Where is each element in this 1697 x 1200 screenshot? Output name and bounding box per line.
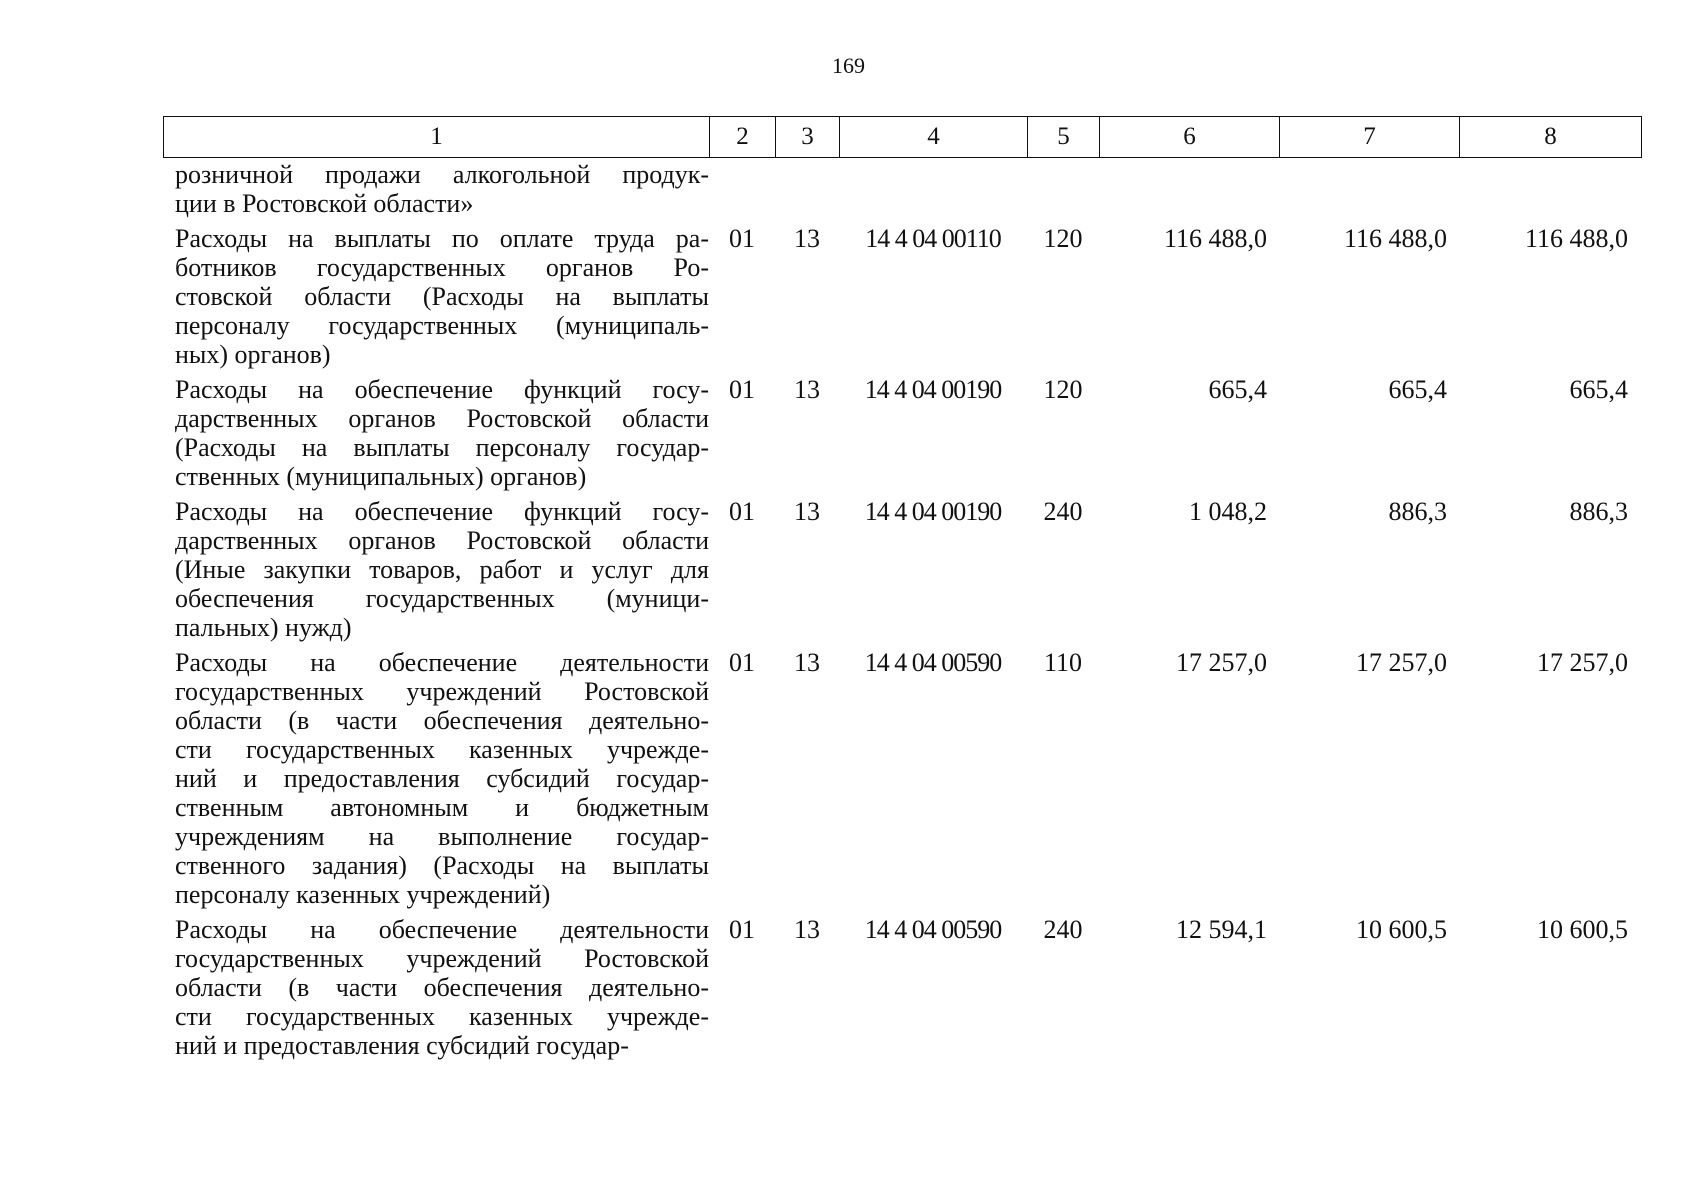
page-number: 169 [832,53,865,78]
expense-type-code: 240 [1043,915,1083,944]
header-cell-8: 8 [1460,117,1642,158]
table-row [163,915,1641,1060]
amount-year-2: 10 600,5 [1356,915,1447,944]
amount-year-1: 12 594,1 [1176,915,1267,944]
row-description: розничной продажи алкогольной продук- ции в Ростовской области» [175,160,709,218]
table-row [163,648,1641,909]
row-description: Расходы на обеспечение деятельности государственных учреждений Ростовской области (в части обеспечения деятельно- сти государственных казенных учрежде- ний и предоставления субсидий государ- [175,915,709,1060]
header-cell-1: 1 [164,117,710,158]
amount-year-3: 116 488,0 [1524,224,1628,253]
expense-type-code: 120 [1043,375,1083,404]
section-code: 01 [729,648,755,677]
header-cell-6: 6 [1100,117,1280,158]
subsection-code: 13 [794,915,820,944]
amount-year-3: 886,3 [1569,497,1628,526]
header-cell-7: 7 [1280,117,1460,158]
section-code: 01 [729,497,755,526]
row-description: Расходы на выплаты по оплате труда ра- ботников государственных органов Ро- стовской области (Расходы на выплаты персоналу государственных (муниципаль- ных) органов) [175,224,709,369]
amount-year-3: 665,4 [1569,375,1628,404]
section-code: 01 [729,224,755,253]
target-article-code: 14 4 04 00590 [864,648,1002,677]
subsection-code: 13 [794,375,820,404]
amount-year-1: 17 257,0 [1176,648,1267,677]
header-cell-4: 4 [840,117,1028,158]
subsection-code: 13 [794,497,820,526]
target-article-code: 14 4 04 00110 [865,224,1001,253]
subsection-code: 13 [794,648,820,677]
header-cell-5: 5 [1028,117,1100,158]
target-article-code: 14 4 04 00190 [864,497,1002,526]
section-code: 01 [729,915,755,944]
header-cell-2: 2 [710,117,776,158]
header-cell-3: 3 [776,117,840,158]
section-code: 01 [729,375,755,404]
table-row [163,160,1641,218]
row-description: Расходы на обеспечение функций госу- дарственных органов Ростовской области (Расходы на выплаты персоналу государ- ственных (муниципальных) органов) [175,375,709,491]
table-row [163,375,1641,491]
amount-year-2: 665,4 [1388,375,1447,404]
table-row [163,497,1641,642]
amount-year-2: 17 257,0 [1356,648,1447,677]
row-description: Расходы на обеспечение функций госу- дарственных органов Ростовской области (Иные закупки товаров, работ и услуг для обеспечения государственных (муници- пальных) нужд) [175,497,709,642]
target-article-code: 14 4 04 00190 [864,375,1002,404]
column-header-table [163,116,1642,158]
expense-type-code: 240 [1043,497,1083,526]
amount-year-1: 665,4 [1208,375,1267,404]
subsection-code: 13 [794,224,820,253]
amount-year-1: 116 488,0 [1163,224,1267,253]
amount-year-1: 1 048,2 [1189,497,1267,526]
target-article-code: 14 4 04 00590 [864,915,1002,944]
expense-type-code: 120 [1043,224,1083,253]
header-row [164,117,1642,158]
row-description: Расходы на обеспечение деятельности государственных учреждений Ростовской области (в части обеспечения деятельно- сти государственных казенных учрежде- ний и предоставления субсидий государ- ственным автономным и бюджетным учреждениям на выполнение государ- ственного задания) (Расходы на выплаты персоналу казенных учреждений) [175,648,709,909]
expense-type-code: 110 [1043,648,1083,677]
amount-year-3: 17 257,0 [1537,648,1628,677]
amount-year-2: 886,3 [1388,497,1447,526]
table-body [163,160,1641,1066]
table-row [163,224,1641,369]
amount-year-2: 116 488,0 [1343,224,1447,253]
amount-year-3: 10 600,5 [1537,915,1628,944]
